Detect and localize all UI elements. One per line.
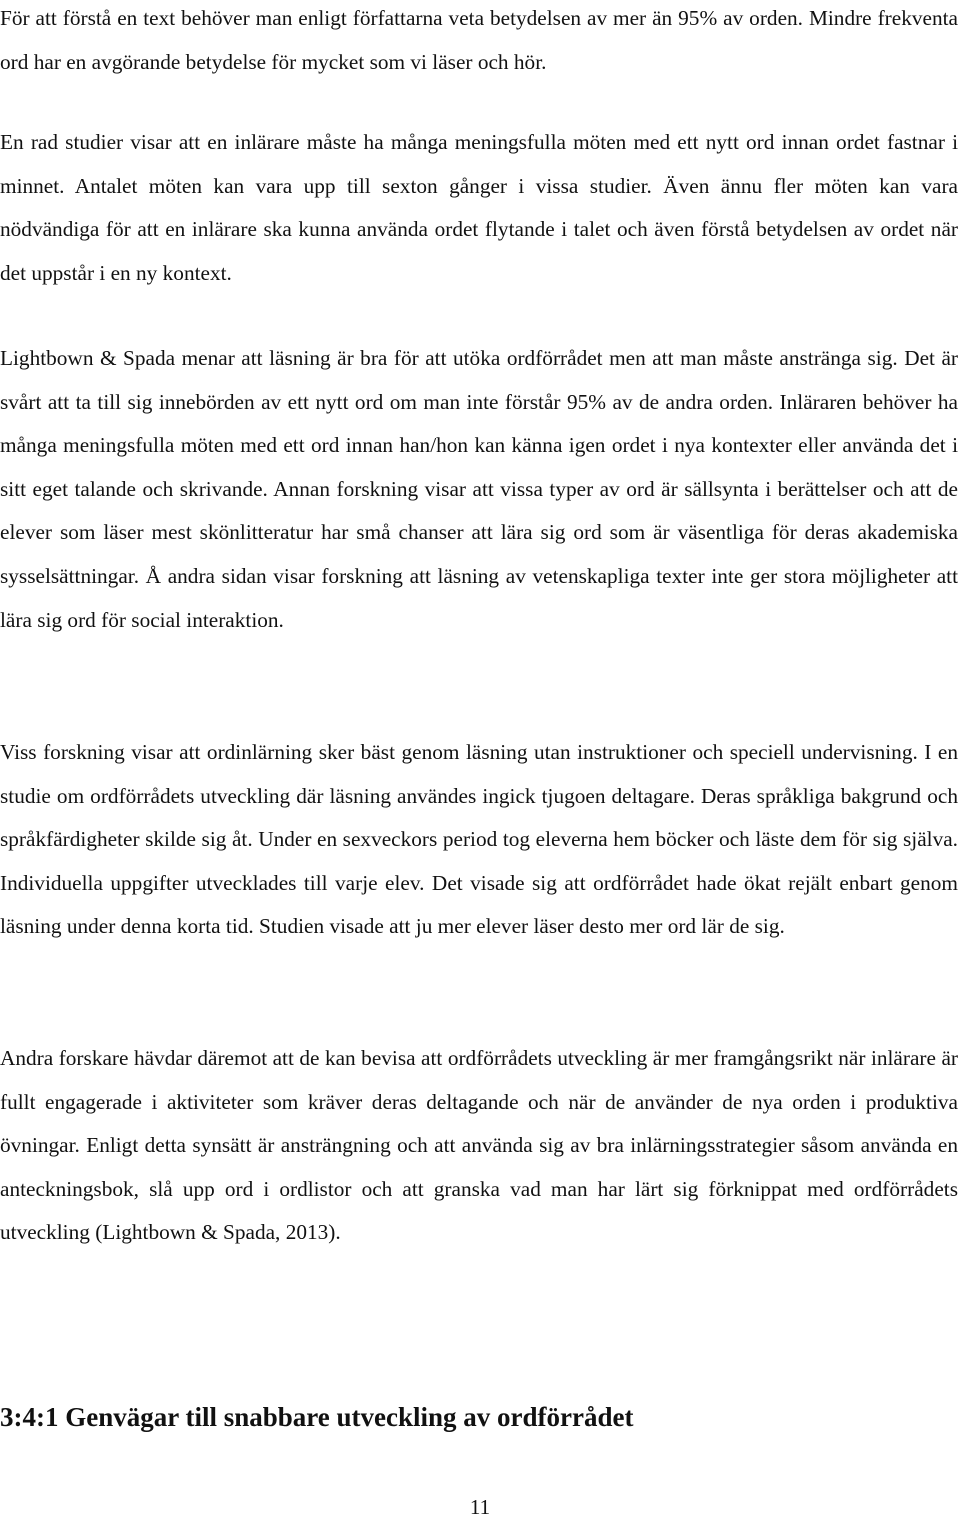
section-heading: 3:4:1 Genvägar till snabbare utveckling av ordförrådet: [0, 1402, 634, 1432]
paragraph-reading-study: Viss forskning visar att ordinlärning sker bäst genom läsning utan instruktioner och speciell undervisning. I en studie om ordförrådets utveckling där läsning användes ingick tjugoen deltagare. Deras språkliga bakgrund och språkfärdigheter skilde sig åt. Under en sexveckors period tog eleverna hem böcker och läste dem för sig själva. Individuella uppgifter utvecklades till varje elev. Det visade sig att ordförrådet hade ökat rejält enbart genom läsning under denna korta tid. Studien visade att ju mer elever läser desto mer ord lär de sig.: [0, 740, 958, 939]
page-number: 11: [469, 1495, 491, 1519]
paragraph-lightbown-spada-reading: Lightbown & Spada menar att läsning är bra för att utöka ordförrådet men att man måste anstränga sig. Det är svårt att ta till sig innebörden av ett nytt ord om man inte förstår 95% av de andra orden. Inläraren behöver ha många meningsfulla möten med ett ord innan han/hon kan känna igen ordet i nya kontexter eller använda det i sitt eget talande och skrivande. Annan forskning visar att vissa typer av ord är sällsynta i berättelser och att de elever som läser mest skönlitteratur har små chanser att lära sig ord som är väsentliga för deras akademiska sysselsättningar. Å andra sidan visar forskning att läsning av vetenskapliga texter inte ger stora möjligheter att lära sig ord för social interaktion.: [0, 346, 958, 632]
paragraph-meaningful-encounters: En rad studier visar att en inlärare måste ha många meningsfulla möten med ett nytt ord innan ordet fastnar i minnet. Antalet möten kan vara upp till sexton gånger i vissa studier. Även ännu fler möten kan vara nödvändiga för att en inlärare ska kunna använda ordet flytande i talet och även förstå betydelsen av ordet när det uppstår i en ny kontext.: [0, 130, 958, 285]
paragraph-productive-practice: Andra forskare hävdar däremot att de kan bevisa att ordförrådets utveckling är mer framgångsrikt när inlärare är fullt engagerade i aktiviteter som kräver deras deltagande och när de använder de nya orden i produktiva övningar. Enligt detta synsätt är ansträngning och att använda sig av bra inlärningsstrategier såsom använda en anteckningsbok, slå upp ord i ordlistor och att granska vad man har lärt sig förknippat med ordförrådets utveckling (Lightbown & Spada, 2013).: [0, 1046, 958, 1245]
paragraph-vocabulary-understanding: För att förstå en text behöver man enligt författarna veta betydelsen av mer än 95% av orden. Mindre frekventa ord har en avgörande betydelse för mycket som vi läser och hör.: [0, 6, 958, 74]
